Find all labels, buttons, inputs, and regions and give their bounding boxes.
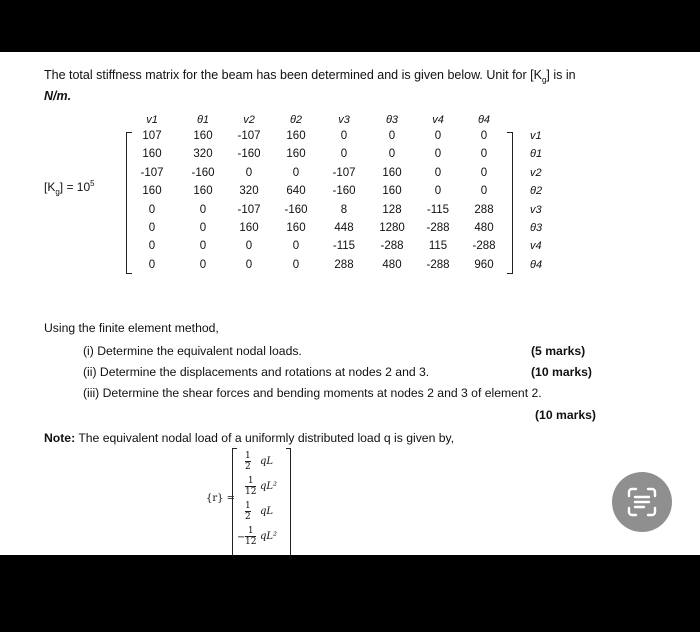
matrix-cell: 0 [148,203,156,216]
matrix-cell: -288 [426,258,450,271]
vector-term: qL [260,506,274,517]
matrix-cell: -288 [380,240,404,253]
vector-fraction [245,501,251,522]
matrix-cell: 0 [199,240,207,253]
matrix-cell: 0 [480,148,488,161]
matrix-col-header: θ4 [477,114,491,126]
matrix-row-label: v3 [530,203,542,216]
matrix-cell: 8 [340,203,348,216]
matrix-col-header: v1 [146,114,158,126]
matrix-col-header: θ3 [385,114,399,126]
scan-text-button[interactable] [612,472,672,532]
intro-line-1 [44,68,576,85]
matrix-cell: 1280 [379,222,405,234]
matrix-cell: -115 [426,203,450,216]
unit-text: N/m. [44,89,72,103]
question-1-marks: (5 marks) [531,344,586,358]
matrix-cell: 448 [334,222,354,234]
note-label: Note: [44,431,76,445]
matrix-cell: 0 [434,148,442,161]
matrix-cell: 0 [148,258,156,271]
fraction-denominator: 2 [245,512,251,522]
fraction-denominator: 12 [245,537,257,547]
matrix-row-label: θ3 [530,222,543,234]
matrix-cell: 160 [193,185,213,198]
matrix-cell: -107 [237,130,261,142]
matrix-cell: 0 [480,130,488,142]
fraction-denominator: 12 [245,487,257,497]
matrix-cell: 160 [382,185,402,198]
document-page [0,52,700,555]
matrix-label-sub: g [55,187,60,197]
matrix-cell: 0 [148,240,156,253]
vector-sign: − [237,532,246,543]
matrix-label-eq: ] = 10 [59,180,91,194]
matrix-cell: 0 [388,148,396,161]
questions-intro: Using the finite element method, [44,321,219,335]
matrix-row-label: v1 [530,130,542,142]
matrix-cell: 115 [428,240,448,253]
matrix-cell: 640 [286,185,306,198]
matrix-row-label: v4 [530,240,542,253]
vector-right-brace [286,448,291,555]
intro-sub: g [541,75,547,85]
matrix-cell: 0 [148,222,156,234]
matrix-cell: 320 [239,185,259,198]
matrix-cell: 160 [286,130,306,142]
question-2-marks: (10 marks) [531,365,592,379]
matrix-cell: 480 [474,222,494,234]
matrix-cell: -288 [472,240,496,253]
matrix-left-bracket [126,132,132,274]
matrix-cell: 160 [239,222,259,234]
matrix-row-label: θ4 [530,258,543,271]
vector-term: qL² [260,531,278,542]
vector-term: qL [260,456,274,467]
vector-label: {r} = [206,493,236,504]
matrix-cell: 0 [480,185,488,198]
matrix-cell: -160 [284,203,308,216]
vector-term: qL² [260,481,278,492]
matrix-cell: 960 [474,258,494,271]
matrix-cell: 160 [286,222,306,234]
matrix-label [44,179,95,196]
matrix-cell: 0 [199,203,207,216]
matrix-cell: 320 [193,148,213,161]
matrix-cell: 0 [199,258,207,271]
matrix-cell: 0 [434,185,442,198]
matrix-cell: 128 [382,203,402,216]
vector-fraction [245,451,251,472]
matrix-cell: 0 [292,166,300,179]
matrix-cell: 0 [340,148,348,161]
bottom-black-bar [0,555,700,632]
matrix-cell: -107 [140,166,164,179]
question-2: (ii) Determine the displacements and rotations at nodes 2 and 3. [83,365,430,379]
matrix-cell: 107 [142,130,162,142]
matrix-label-exp: 5 [90,179,95,188]
matrix-cell: 0 [388,130,396,142]
matrix-cell: -160 [191,166,215,179]
matrix-col-header: v2 [243,114,255,126]
fraction-denominator: 2 [245,462,251,472]
matrix-cell: -107 [332,166,356,179]
note-text: The equivalent nodal load of a uniformly distributed load q is given by, [75,431,455,445]
matrix-cell: 0 [245,240,253,253]
vector-fraction [245,476,256,497]
top-black-bar [0,0,700,52]
matrix-cell: -107 [237,203,261,216]
matrix-col-header: θ1 [196,114,210,126]
matrix-cell: -160 [237,148,261,161]
fraction-numerator: 1 [245,501,251,511]
scan-text-icon [612,472,672,532]
fraction-numerator: 1 [245,526,256,537]
matrix-cell: 288 [334,258,354,271]
matrix-cell: 0 [480,166,488,179]
matrix-cell: 160 [142,148,162,161]
matrix-cell: 160 [382,166,402,179]
matrix-cell: -115 [332,240,356,253]
fraction-numerator: 1 [245,476,256,487]
matrix-row-label: θ2 [530,185,543,198]
matrix-cell: 0 [292,258,300,271]
matrix-cell: 288 [474,203,494,216]
matrix-row-label: v2 [530,166,542,179]
matrix-label-k: [K [44,180,56,194]
note [44,431,454,445]
question-3: (iii) Determine the shear forces and bending moments at nodes 2 and 3 of element 2. [83,386,542,400]
matrix-cell: 160 [193,130,213,142]
matrix-cell: 480 [382,258,402,271]
fraction-numerator: 1 [245,451,251,461]
matrix-cell: 0 [245,258,253,271]
matrix-cell: 0 [434,166,442,179]
matrix-cell: 0 [245,166,253,179]
matrix-cell: 0 [340,130,348,142]
matrix-cell: 160 [286,148,306,161]
matrix-cell: 0 [199,222,207,234]
vector-fraction [245,526,256,547]
matrix-right-bracket [507,132,513,274]
matrix-col-header: v4 [432,114,444,126]
matrix-cell: 0 [434,130,442,142]
matrix-cell: 0 [292,240,300,253]
question-1: (i) Determine the equivalent nodal loads. [83,344,302,358]
question-3-marks: (10 marks) [535,408,596,422]
matrix-col-header: v3 [338,114,350,126]
matrix-cell: -160 [332,185,356,198]
matrix-col-header: θ2 [289,114,303,126]
matrix-cell: 160 [142,185,162,198]
intro-text: The total stiffness matrix for the beam has been determined and is given below. Unit for [K [44,68,542,82]
intro-text-end: ] is in [546,68,576,82]
matrix-row-label: θ1 [530,148,543,161]
matrix-cell: -288 [426,222,450,234]
